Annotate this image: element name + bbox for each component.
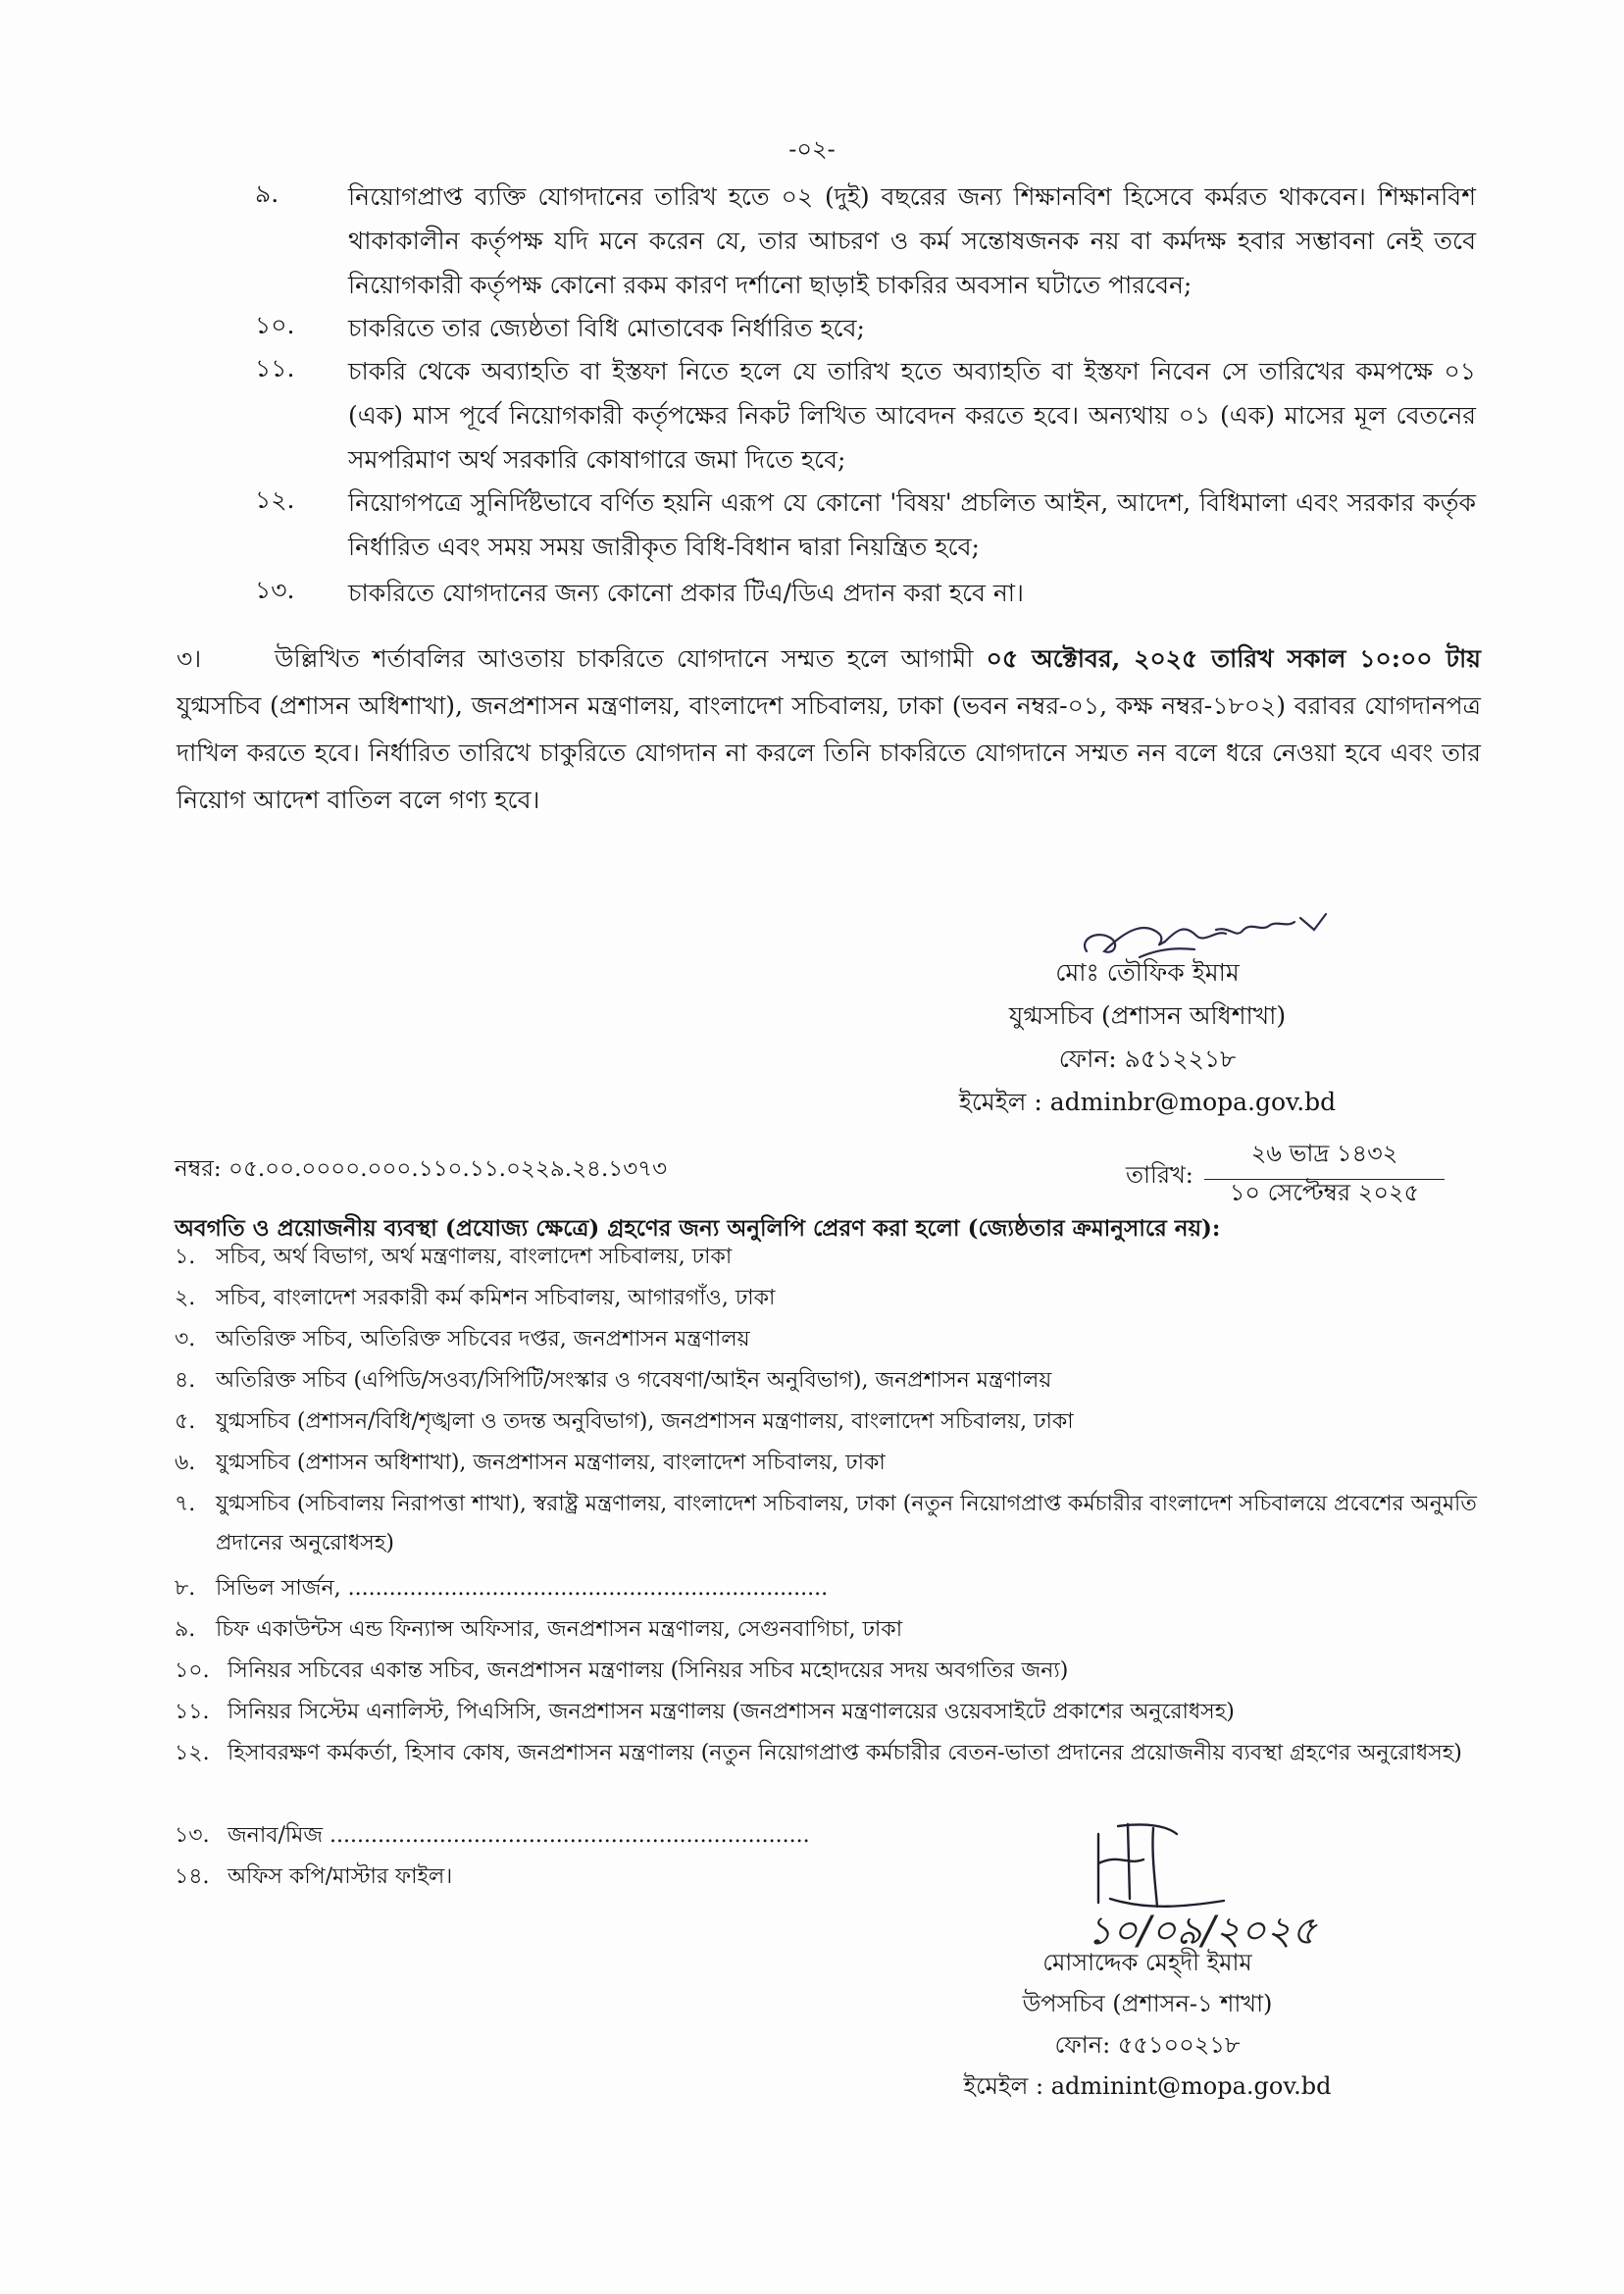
condition-text: চাকরিতে যোগদানের জন্য কোনো প্রকার টিএ/ডিএ প্রদান করা হবে না।: [348, 579, 1024, 607]
condition-number: ১৩.: [255, 576, 295, 604]
date-english: ১০ সেপ্টেম্বর ২০২৫: [1229, 1179, 1420, 1206]
condition-text: চাকরি থেকে অব্যাহতি বা ইস্তফা নিতে হলে যে তারিখ হতে অব্যাহতি বা ইস্তফা নিবেন সে তারিখের কমপক্ষে ০১ (এক) মাস পূর্বে নিয়োগকারী কর্তৃপক্ষের নিকট লিখিত আবেদন করতে হবে। অন্যথায় ০১ (এক) মাসের মূল বেতনের সমপরিমাণ অর্থ সরকারি কোষাগারে জমা দিতে হবে;: [348, 357, 1476, 474]
cc-text: সচিব, অর্থ বিভাগ, অর্থ মন্ত্রণালয়, বাংলাদেশ সচিবালয়, ঢাকা: [216, 1245, 733, 1269]
cc-number: ১২.: [175, 1741, 210, 1765]
cc-text: সচিব, বাংলাদেশ সরকারী কর্ম কমিশন সচিবালয়, আগারগাঁও, ঢাকা: [216, 1286, 776, 1310]
condition-number: ১১.: [255, 354, 295, 382]
cc-number: ১.: [175, 1245, 196, 1269]
date-bangla: ২৬ ভাদ্র ১৪৩২: [1204, 1136, 1445, 1180]
condition-number: ৯.: [255, 179, 279, 208]
condition-text: নিয়োগপ্রাপ্ত ব্যক্তি যোগদানের তারিখ হতে ০২ (দুই) বছরের জন্য শিক্ষানবিশ হিসেবে কর্মরত থাকবেন। শিক্ষানবিশ থাকাকালীন কর্তৃপক্ষ যদি মনে করেন যে, তার আচরণ ও কর্ম সন্তোষজনক নয় বা কর্মদক্ষ হবার সম্ভাবনা নেই তবে নিয়োগকারী কর্তৃপক্ষ কোনো রকম কারণ দর্শানো ছাড়াই চাকরির অবসান ঘটাতে পারবেন;: [348, 182, 1476, 299]
signatory-1-block: [902, 951, 1393, 1124]
signatory-2-email: ইমেইল : adminint@mopa.gov.bd: [963, 2072, 1332, 2100]
cc-text: অতিরিক্ত সচিব (এপিডি/সওব্য/সিপিটি/সংস্কার ও গবেষণা/আইন অনুবিভাগ), জনপ্রশাসন মন্ত্রণালয়: [216, 1368, 1052, 1393]
cc-text: যুগ্মসচিব (প্রশাসন/বিধি/শৃঙ্খলা ও তদন্ত অনুবিভাগ), জনপ্রশাসন মন্ত্রণালয়, বাংলাদেশ সচিবালয়, ঢাকা: [216, 1409, 1074, 1434]
cc-text: অফিস কপি/মাস্টার ফাইল।: [228, 1864, 453, 1889]
condition-text: নিয়োগপত্রে সুনির্দিষ্টভাবে বর্ণিত হয়নি এরূপ যে কোনো 'বিষয়' প্রচলিত আইন, আদেশ, বিধিমালা এবং সরকার কর্তৃক নির্ধারিত এবং সময় সময় জারীকৃত বিধি-বিধান দ্বারা নিয়ন্ত্রিত হবে;: [348, 488, 1476, 561]
cc-number: ৫.: [175, 1409, 196, 1434]
joining-instruction-paragraph: [177, 636, 1481, 824]
signatory-2-name: মোসাদ্দেক মেহ্দী ইমাম: [1042, 1949, 1252, 1976]
cc-text: হিসাবরক্ষণ কর্মকর্তা, হিসাব কোষ, জনপ্রশাসন মন্ত্রণালয় (নতুন নিয়োগপ্রাপ্ত কর্মচারীর বেতন-ভাতা প্রদানের প্রয়োজনীয় ব্যবস্থা গ্রহণের অনুরোধসহ): [228, 1741, 1462, 1765]
condition-number: ১০.: [255, 311, 295, 339]
cc-number: ৯.: [175, 1617, 196, 1642]
signatory-1-email: ইমেইল : adminbr@mopa.gov.bd: [958, 1088, 1337, 1116]
cc-number: ৭.: [175, 1492, 196, 1516]
cc-heading: অবগতি ও প্রয়োজনীয় ব্যবস্থা (প্রযোজ্য ক্ষেত্রে) গ্রহণের জন্য অনুলিপি প্রেরণ করা হলো (জ্যেষ্ঠতার ক্রমানুসারে নয়):: [175, 1215, 1221, 1242]
cc-number: ১৩.: [175, 1823, 210, 1848]
signature-2-date: ১০/০৯/২০২৫: [1087, 1909, 1317, 1952]
signatory-2-phone: ফোন: ৫৫১০০২১৮: [1054, 2031, 1241, 2059]
paragraph-text-start: উল্লিখিত শর্তাবলির আওতায় চাকরিতে যোগদানে সম্মত হলে আগামী: [275, 644, 974, 673]
cc-text: যুগ্মসচিব (প্রশাসন অধিশাখা), জনপ্রশাসন মন্ত্রণালয়, বাংলাদেশ সচিবালয়, ঢাকা: [216, 1451, 886, 1475]
cc-number: ৩.: [175, 1327, 196, 1351]
paragraph-number: ৩।: [177, 644, 202, 673]
condition-text: চাকরিতে তার জ্যেষ্ঠতা বিধি মোতাবেক নির্ধারিত হবে;: [348, 314, 865, 342]
signatory-1-phone: ফোন: ৯৫১২২১৮: [1058, 1045, 1237, 1073]
cc-number: ১০.: [175, 1658, 210, 1683]
cc-text: সিভিল সার্জন, ......................................................................: [216, 1576, 829, 1601]
cc-number: ৪.: [175, 1368, 196, 1393]
signatory-1-designation: যুগ্মসচিব (প্রশাসন অধিশাখা): [1008, 1001, 1287, 1030]
cc-text: সিনিয়র সচিবের একান্ত সচিব, জনপ্রশাসন মন্ত্রণালয় (সিনিয়র সচিব মহোদয়ের সদয় অবগতির জন্য): [228, 1658, 1069, 1683]
cc-number: ১৪.: [175, 1864, 210, 1889]
signatory-2-designation: উপসচিব (প্রশাসন-১ শাখা): [1022, 1990, 1273, 2017]
cc-number: ২.: [175, 1286, 196, 1310]
paragraph-text-end: যুগ্মসচিব (প্রশাসন অধিশাখা), জনপ্রশাসন মন্ত্রণালয়, বাংলাদেশ সচিবালয়, ঢাকা (ভবন নম্বর-০১, কক্ষ নম্বর-১৮০২) বরাবর যোগদানপত্র দাখিল করতে হবে। নির্ধারিত তারিখে চাকুরিতে যোগদান না করলে তিনি চাকরিতে যোগদানে সম্মত নন বলে ধরে নেওয়া হবে এবং তার নিয়োগ আদেশ বাতিল বলে গণ্য হবে।: [177, 691, 1481, 814]
cc-number: ৮.: [175, 1576, 196, 1601]
date-label: তারিখ:: [1126, 1161, 1193, 1189]
cc-text: অতিরিক্ত সচিব, অতিরিক্ত সচিবের দপ্তর, জনপ্রশাসন মন্ত্রণালয়: [216, 1327, 750, 1351]
cc-text: সিনিয়র সিস্টেম এনালিস্ট, পিএসিসি, জনপ্রশাসন মন্ত্রণালয় (জনপ্রশাসন মন্ত্রণালয়ের ওয়েবসাইটে প্রকাশের অনুরোধসহ): [228, 1700, 1235, 1724]
signature-2-image: [1059, 1805, 1393, 1952]
joining-date-time: ০৫ অক্টোবর, ২০২৫ তারিখ সকাল ১০:০০ টায়: [986, 644, 1481, 673]
signatory-1-name: মোঃ তৌফিক ইমাম: [1055, 958, 1240, 987]
page-number: -০২-: [788, 135, 836, 163]
cc-text: চিফ একাউন্টস এন্ড ফিন্যান্স অফিসার, জনপ্রশাসন মন্ত্রণালয়, সেগুনবাগিচা, ঢাকা: [216, 1617, 903, 1642]
cc-text: জনাব/মিজ ......................................................................: [228, 1823, 810, 1848]
signatory-2-block: [902, 1942, 1393, 2107]
cc-number: ৬.: [175, 1451, 196, 1475]
condition-number: ১২.: [255, 485, 295, 514]
cc-text: যুগ্মসচিব (সচিবালয় নিরাপত্তা শাখা), স্বরাষ্ট্র মন্ত্রণালয়, বাংলাদেশ সচিবালয়, ঢাকা (নতুন নিয়োগপ্রাপ্ত কর্মচারীর বাংলাদেশ সচিবালয়ে প্রবেশের অনুমতি প্রদানের অনুরোধসহ): [216, 1492, 1477, 1555]
memo-number: নম্বর: ০৫.০০.০০০০.০০০.১১০.১১.০২২৯.২৪.১৩৭৩: [175, 1156, 668, 1182]
cc-number: ১১.: [175, 1700, 210, 1724]
